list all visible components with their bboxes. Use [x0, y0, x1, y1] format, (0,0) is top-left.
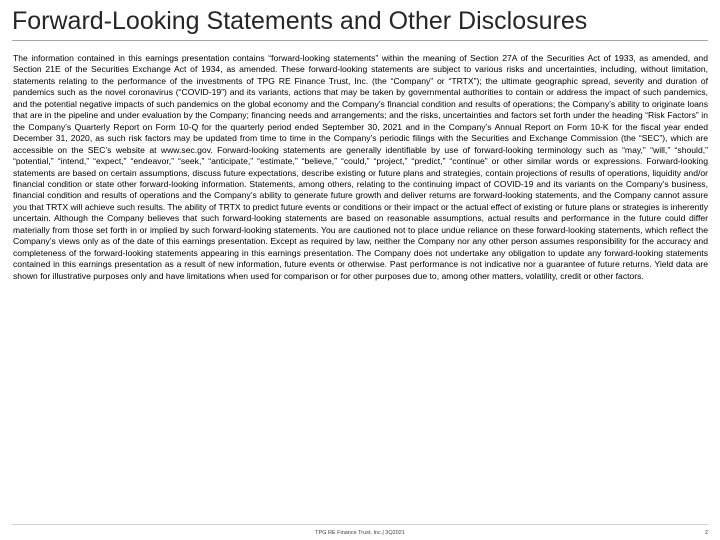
title-divider [12, 40, 708, 41]
footer-divider [12, 524, 708, 525]
disclosure-paragraph: The information contained in this earnings presentation contains “forward-looking statements” within the meaning of Section 27A of the Securities Act of 1933, as amended, and Section 21E of the Securities Exchange Act of 1934, as amended. These forward-looking statements are subject to various risks and uncertainties, including, without limitation, statements relating to the performance of the investments of TPG RE Finance Trust, Inc. (the “Company” or “TRTX”); the ultimate geographic spread, severity and duration of pandemics such as the novel coronavirus (“COVID-19”) and its variants, actions that may be taken by governmental authorities to contain or address the impact of such pandemics, and the potential negative impacts of such pandemics on the global economy and the Company’s financial condition and results of operations; the Company’s ability to originate loans that are in the pipeline and under evaluation by the Company; financing needs and arrangements; and the risks, uncertainties and factors set forth under the heading “Risk Factors” in the Company’s Quarterly Report on Form 10-Q for the quarterly period ended September 30, 2021 and in the Company’s Annual Report on Form 10-K for the fiscal year ended December 31, 2020, as such risk factors may be updated from time to time in the Company’s periodic filings with the Securities and Exchange Commission (the “SEC”), which are accessible on the SEC’s website at www.sec.gov. Forward-looking statements are generally identifiable by use of forward-looking terminology such as “may,” “will,” “should,” “potential,” “intend,” “expect,” “endeavor,” “seek,” “anticipate,” “estimate,” “believe,” “could,” “project,” “predict,” “continue” or other similar words or expressions. Forward-looking statements are based on certain assumptions, discuss future expectations, describe existing or future plans and strategies, contain projections of results of operations, liquidity and/or financial condition or state other forward-looking information. Statements, among others, relating to the continuing impact of COVID-19 and its variants on the Company’s business, financial condition and results of operations and the Company’s ability to generate future growth and deliver returns are forward-looking statements, and the Company cannot assure you that TRTX will achieve such results. The ability of TRTX to predict future events or conditions or their impact or the actual effect of existing or future plans or strategies is inherently uncertain. Although the Company believes that such forward-looking statements are based on reasonable assumptions, actual results and performance in the future could differ materially from those set forth in or implied by such forward-looking statements. You are cautioned not to place undue reliance on these forward-looking statements, which reflect the Company’s views only as of the date of this earnings presentation. Except as required by law, neither the Company nor any other person assumes responsibility for the accuracy and completeness of the forward-looking statements appearing in this earnings presentation. The Company does not undertake any obligation to update any forward-looking statements contained in this earnings presentation as a result of new information, future events or otherwise. Past performance is not indicative nor a guarantee of future returns. Yield data are shown for illustrative purposes only and have limitations when used for comparison or for other purposes due to, among other matters, volatility, credit or other factors. [13, 53, 708, 281]
slide-title: Forward-Looking Statements and Other Disclosures [12, 7, 588, 35]
footer-company-label: TPG RE Finance Trust, Inc.| 3Q2021 [315, 530, 405, 536]
page-number: 2 [704, 530, 708, 536]
